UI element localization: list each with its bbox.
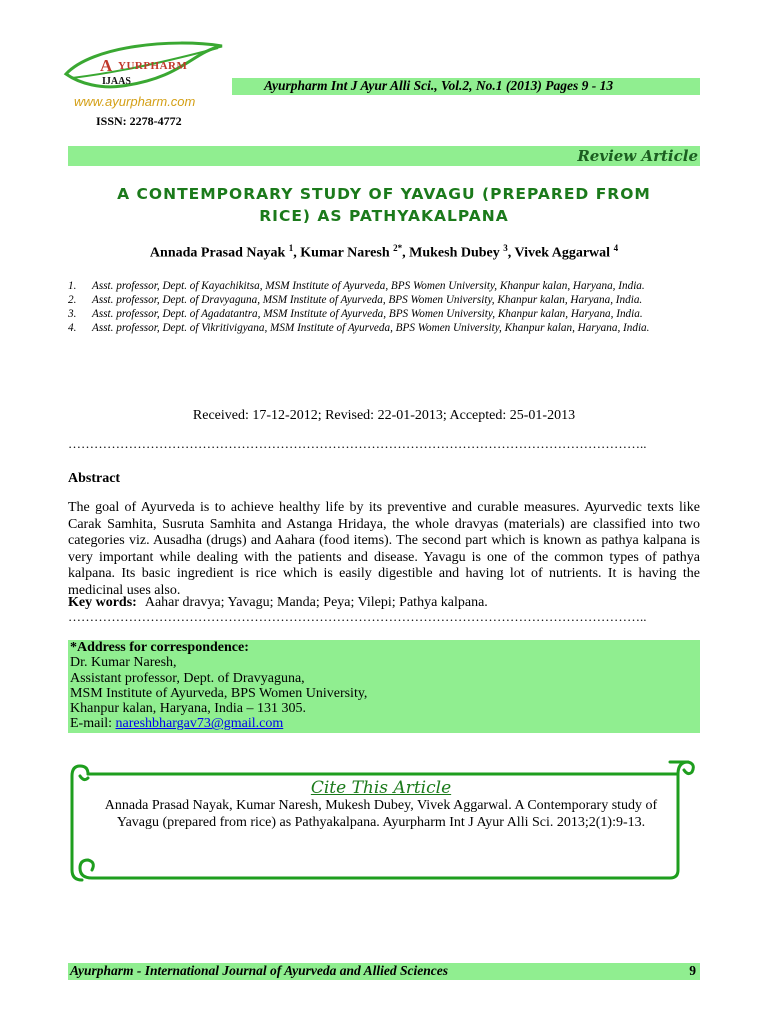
affiliation-text: Asst. professor, Dept. of Dravyaguna, MSM Institute of Ayurveda, BPS Women University, Khanpur kalan, Haryana, India. xyxy=(92,294,643,306)
affiliation-item xyxy=(68,321,700,335)
journal-logo xyxy=(62,38,232,130)
issn: ISSN: 2278-4772 xyxy=(96,114,182,128)
affiliation-number: 1. xyxy=(68,280,77,292)
affiliation-item xyxy=(68,279,700,293)
affiliation-list xyxy=(68,279,700,335)
affiliation-text: Asst. professor, Dept. of Vikritivigyana, MSM Institute of Ayurveda, BPS Women University, Khanpur kalan, Haryana, India. xyxy=(92,322,650,334)
author-name: Kumar Naresh xyxy=(300,245,390,261)
logo-brand-sub: IJAAS xyxy=(102,76,131,87)
article-type-bar xyxy=(68,146,700,166)
correspondence-line: Assistant professor, Dept. of Dravyaguna, xyxy=(70,670,305,686)
affiliation-text: Asst. professor, Dept. of Agadatantra, MSM Institute of Ayurveda, BPS Women University, Khanpur kalan, Haryana, India. xyxy=(92,308,643,320)
email-link[interactable]: nareshbhargav73@gmail.com xyxy=(115,716,284,732)
article-title-line-1: A CONTEMPORARY STUDY OF YAVAGU (PREPARED FROM xyxy=(117,185,651,203)
article-title-line-2: RICE) AS PATHYAKALPANA xyxy=(259,207,509,225)
page-number: 9 xyxy=(689,963,696,978)
author-affiliation-mark: 1 xyxy=(288,243,294,253)
author-affiliation-mark: 2* xyxy=(393,243,403,253)
submission-dates: Received: 17-12-2012; Revised: 22-01-2013; Accepted: 25-01-2013 xyxy=(192,408,576,423)
correspondence-line: Khanpur kalan, Haryana, India – 131 305. xyxy=(70,701,306,717)
cite-title: Cite This Article xyxy=(310,778,452,798)
author-affiliation-mark: 3 xyxy=(503,243,508,253)
abstract-heading: Abstract xyxy=(68,471,121,486)
affiliation-text: Asst. professor, Dept. of Kayachikitsa, MSM Institute of Ayurveda, BPS Women University, Khanpur kalan, Haryana, India. xyxy=(92,280,645,292)
logo-brand-initial: A xyxy=(100,56,113,75)
correspondence-name: Dr. Kumar Naresh, xyxy=(70,655,177,671)
author-name: Mukesh Dubey xyxy=(409,245,500,261)
logo-brand-name: YURPHARM xyxy=(118,60,188,72)
affiliation-item xyxy=(68,293,700,307)
journal-citation: Ayurpharm Int J Ayur Alli Sci., Vol.2, No.1 (2013) Pages 9 - 13 xyxy=(264,78,614,93)
keywords-text: Aahar dravya; Yavagu; Manda; Peya; Vilepi; Pathya kalpana. xyxy=(144,595,488,610)
footer-bar xyxy=(68,963,700,980)
keywords-label: Key words: xyxy=(68,595,137,610)
dotted-separator: …………………………………………………………………………………………………………………….. xyxy=(68,436,647,451)
article-type: Review Article xyxy=(577,147,698,165)
author-name: Annada Prasad Nayak xyxy=(149,245,286,261)
cite-article-box xyxy=(66,752,696,882)
correspondence-line: MSM Institute of Ayurveda, BPS Women University, xyxy=(70,685,368,701)
correspondence-email-row xyxy=(70,716,367,731)
correspondence-heading: *Address for correspondence: xyxy=(70,640,249,655)
author-list: Annada Prasad Nayak $^1$, Kumar Naresh $^{2*}$, Mukesh Dubey $^3$, Vivek Aggarwal $^4$ xyxy=(149,243,619,261)
footer-journal-name: Ayurpharm - International Journal of Ayurveda and Allied Sciences xyxy=(70,963,449,978)
affiliation-item xyxy=(68,307,700,321)
email-label: E-mail: xyxy=(70,716,112,732)
article-title xyxy=(80,183,688,227)
affiliation-number: 4. xyxy=(68,322,77,334)
correspondence-box xyxy=(68,640,700,733)
logo-url[interactable]: www.ayurpharm.com xyxy=(74,94,196,109)
author-affiliation-mark: 4 xyxy=(613,243,619,253)
journal-citation-bar xyxy=(232,78,700,95)
author-name: Vivek Aggarwal xyxy=(514,245,611,261)
affiliation-number: 3. xyxy=(68,308,77,320)
dotted-separator: …………………………………………………………………………………………………………………….. xyxy=(68,609,647,624)
cite-text: Annada Prasad Nayak, Kumar Naresh, Mukesh Dubey, Vivek Aggarwal. A Contemporary study of Yavagu (prepared from rice) as Pathyakalpana. Ayurpharm Int J Ayur Alli Sci. 2013;2(1):9-13. xyxy=(104,798,658,830)
affiliation-number: 2. xyxy=(68,294,77,306)
abstract-text: The goal of Ayurveda is to achieve healthy life by its preventive and curable measures. Ayurvedic texts like Carak Samhita, Susruta Samhita and Astanga Hridaya, the whole dravyas (materials) are classified into two categories viz. Ausadha (drugs) and Aahara (food items). The second part which is known as pathya kalpana is very important while dealing with the patients and disease. Yavagu is one of the common types of pathya kalpana. Its basic ingredient is rice which is easily digestible and having lot of nutrients. It is having the medicinal uses also. xyxy=(68,500,700,598)
